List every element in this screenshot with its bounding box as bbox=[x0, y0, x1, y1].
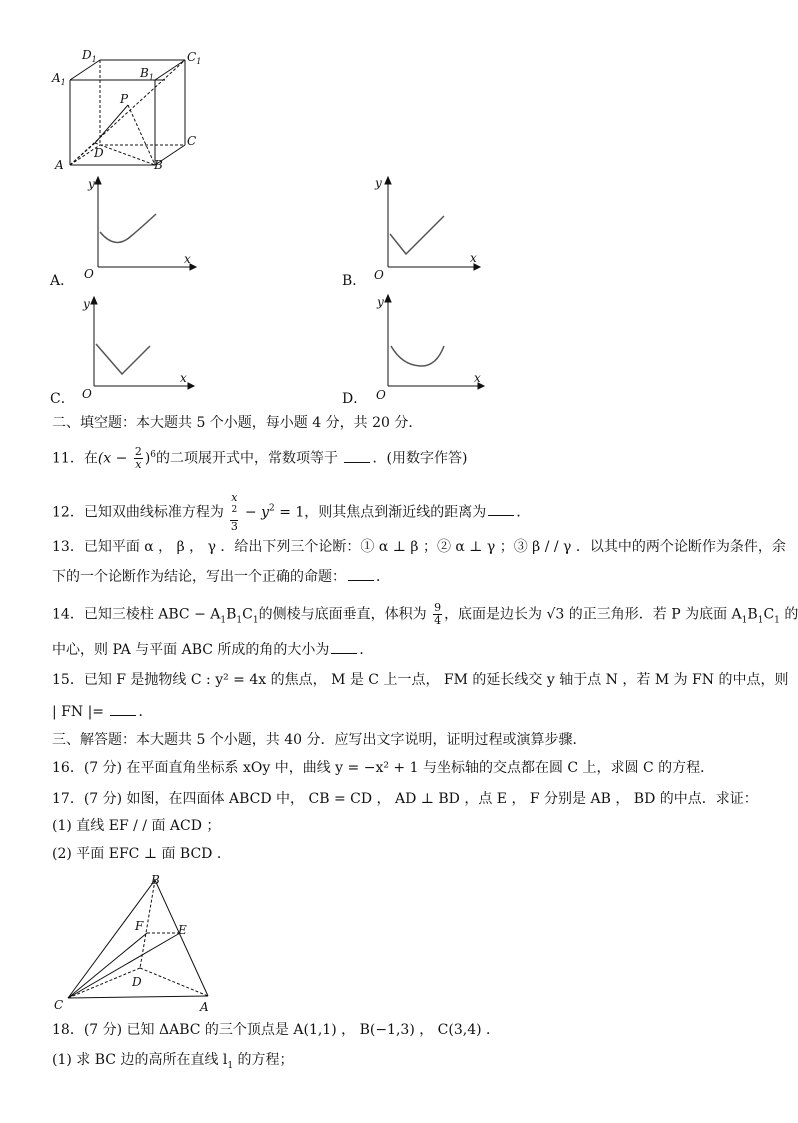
question-15-line-1: 15．已知 F 是抛物线 C : y² = 4x 的焦点， M 是 C 上一点， FM 的延长线交 y 轴于点 N ，若 M 为 FN 的中点，则 bbox=[52, 672, 789, 688]
question-14-line-1: 14．已知三棱柱 ABC − $A_1B_1C_1$的侧棱与底面垂直，体积为 $\frac{9}{4}$ ，底面是边长为 √3 的正三角形．若 P 为底面 $A_1B_1C_1$ 的 bbox=[52, 601, 798, 627]
tetra-label-B: B bbox=[151, 873, 160, 887]
label-B: B bbox=[154, 158, 163, 172]
option-d-y-label: y bbox=[377, 295, 384, 309]
question-15-line-2: | FN |= ． bbox=[52, 701, 152, 722]
option-a-label: A． bbox=[50, 273, 75, 289]
section-2-heading: 二、填空题：本大题共 5 个小题，每小题 4 分，共 20 分． bbox=[52, 415, 423, 431]
q13-answer-blank[interactable] bbox=[348, 566, 374, 581]
tetra-label-C: C bbox=[54, 998, 64, 1012]
option-c-x-label: x bbox=[180, 371, 187, 385]
cube-figure bbox=[50, 45, 210, 180]
option-a-graph bbox=[80, 172, 200, 282]
label-B1: $B_1$ bbox=[140, 66, 154, 82]
tetra-label-D: D bbox=[132, 975, 142, 989]
option-b-x-label: x bbox=[470, 251, 477, 265]
question-13-line-2: 下的一个论断作为结论，写出一个正确的命题： ． bbox=[52, 566, 390, 587]
question-14-line-2: 中心，则 PA 与平面 ABC 所成的角的大小为 ． bbox=[52, 639, 373, 660]
question-18-line-2: (1) 求 BC 边的高所在直线 $l_1$ 的方程； bbox=[52, 1052, 294, 1071]
q12-answer-blank[interactable] bbox=[488, 501, 514, 516]
label-D: D bbox=[94, 146, 104, 160]
q15-answer-blank[interactable] bbox=[110, 701, 136, 716]
label-D1: $D_1$ bbox=[82, 48, 97, 64]
tetra-label-F: F bbox=[135, 919, 144, 933]
question-17-line-2: (1) 直线 EF / / 面 ACD ； bbox=[52, 818, 221, 834]
question-16: 16．(7 分) 在平面直角坐标系 xOy 中，曲线 y = −x² + 1 与坐标轴的交点都在圆 C 上，求圆 C 的方程． bbox=[52, 760, 715, 776]
label-C1: $C_1$ bbox=[187, 50, 202, 66]
tetra-label-E: E bbox=[178, 923, 187, 937]
question-17-line-3: (2) 平面 EFC ⊥ 面 BCD ． bbox=[52, 846, 231, 862]
option-c-y-label: y bbox=[83, 297, 90, 311]
option-b-graph bbox=[370, 170, 490, 280]
q14-answer-blank[interactable] bbox=[331, 639, 357, 654]
question-12: 12．已知双曲线标准方程为 x $^2$ 3 − $y^2 = 1$，则其焦点到渐近线的距离为 ． bbox=[52, 491, 531, 533]
option-c-origin-label: O bbox=[82, 387, 92, 401]
option-d-origin-label: O bbox=[376, 388, 386, 402]
q11-answer-blank[interactable] bbox=[344, 448, 370, 463]
option-d-x-label: x bbox=[474, 371, 481, 385]
option-b-y-label: y bbox=[375, 176, 382, 190]
question-17-line-1: 17．(7 分) 如图，在四面体 ABCD 中， CB = CD ， AD ⊥ BD ，点 E ， F 分别是 AB ， BD 的中点．求证： bbox=[52, 791, 758, 807]
label-A1: $A_1$ bbox=[52, 71, 66, 87]
tetra-label-A: A bbox=[200, 1000, 209, 1014]
question-13-line-1: 13．已知平面 α ， β ， γ ．给出下列三个论断：① α ⊥ β ；② α ⊥ γ ；③ β / / γ ．以其中的两个论断作为条件，余 bbox=[52, 539, 786, 555]
option-c-label: C． bbox=[50, 391, 75, 407]
option-d-graph bbox=[370, 290, 490, 402]
tetrahedron-figure bbox=[50, 870, 230, 1015]
section-3-heading: 三、解答题：本大题共 5 个小题，共 40 分．应写出文字说明，证明过程或演算步骤． bbox=[52, 732, 587, 748]
option-b-label: B． bbox=[342, 273, 367, 289]
label-C: C bbox=[187, 134, 197, 148]
option-c-graph bbox=[80, 292, 200, 402]
option-b-origin-label: O bbox=[374, 268, 384, 282]
option-a-x-label: x bbox=[184, 252, 191, 266]
label-P: P bbox=[120, 92, 129, 106]
label-A: A bbox=[55, 158, 64, 172]
option-a-origin-label: O bbox=[84, 267, 94, 281]
question-11: 11．在(x − $\frac{2}{x}$ )$^6$的二项展开式中，常数项等于 ．(用数字作答) bbox=[52, 445, 468, 472]
question-18-line-1: 18．(7 分) 已知 ΔABC 的三个顶点是 A(1,1) ， B(−1,3) ， C(3,4) ． bbox=[52, 1022, 501, 1038]
option-d-label: D． bbox=[342, 391, 368, 407]
option-a-y-label: y bbox=[88, 177, 95, 191]
